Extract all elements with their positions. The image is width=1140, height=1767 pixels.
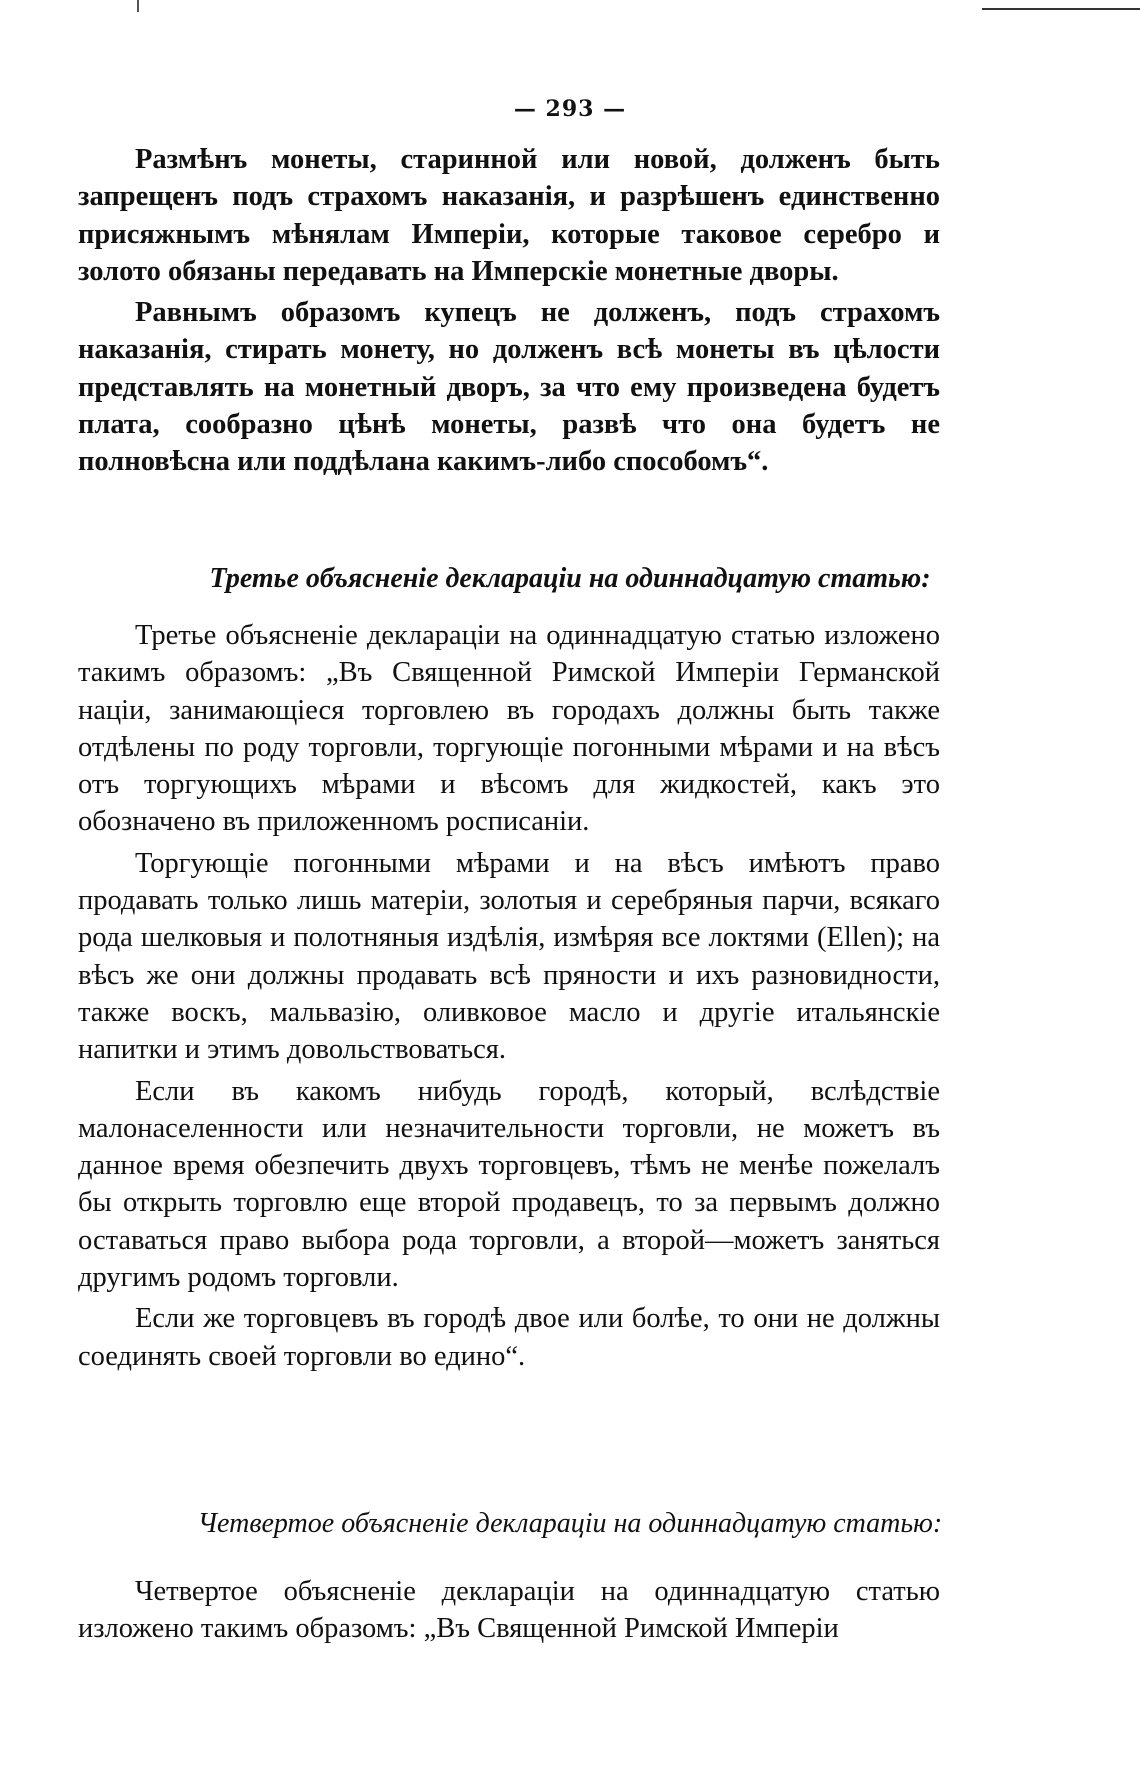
section-3-text [78,1573,940,1648]
section-heading-4: Четвертое объясненіе декларацiи на одиннадцатую статью: [197,1508,943,1539]
section-heading-3: Третье объясненіе декларацiи на одиннадцатую статью: [209,563,931,594]
scan-mark [137,0,139,12]
paragraph: Четвертое объясненіе декларацiи на одиннадцатую статью изложено такимъ образомъ: „Въ Священной Римской Имперіи [78,1576,940,1645]
paragraph: Равнымъ образомъ купецъ не долженъ, подъ страхомъ наказанія, стирать монету, но долженъ всѣ монеты въ цѣлости представлять на монетный дворъ, за что ему произведена будетъ плата, сообразно цѣнѣ монеты, развѣ что она будетъ не полновѣсна или поддѣлана какимъ-либо способомъ“. [78,297,940,478]
paragraph: Торгующіе погонными мѣрами и на вѣсъ имѣютъ право продавать только лишь матеріи, золотыя и серебряныя парчи, всякаго рода шелковыя и полотняныя издѣлія, измѣряя все локтями (Ellen); на вѣсъ же они должны продавать всѣ пряности и ихъ разновидности, также воскъ, мальвазію, оливковое масло и другіе итальянскіе напитки и этимъ довольствоваться. [78,847,940,1066]
paragraph: Третье объясненіе декларацiи на одиннадцатую статью изложено такимъ образомъ: „Въ Священной Римской Имперіи Германской націи, занимающіеся торговлею въ городахъ должны быть также отдѣлены по роду торговли, торгующіе погонными мѣрами и на вѣсъ отъ торгующихъ мѣрами и вѣсомъ для жидкостей, какъ это обозначено въ приложенномъ росписаніи. [78,620,940,838]
paragraph: Если же торговцевъ въ городѣ двое или болѣе, то они не должны соединять своей торговли во едино“. [78,1303,940,1372]
paragraph: Если въ какомъ нибудь городѣ, который, вслѣдствіе малонаселенности или незначительности торговли, не можетъ въ данное время обезпечить двухъ торговцевъ, тѣмъ не менѣе пожелалъ бы открыть торговлю еще второй продавецъ, то за первымъ должно оставаться право выбора рода торговли, а второй—можетъ заняться другимъ родомъ торговли. [78,1075,940,1294]
paragraph: Размѣнъ монеты, старинной или новой, долженъ быть запрещенъ подъ страхомъ наказанія, и разрѣшенъ единственно присяжнымъ мѣнялам Имперіи, которые таковое серебро и золото обязаны передавать на Имперскіе монетные дворы. [78,144,940,287]
page-number: — 293 — [513,96,627,122]
scan-edge-line [982,8,1140,10]
section-2-text [78,617,940,1375]
section-1-text [78,141,940,481]
